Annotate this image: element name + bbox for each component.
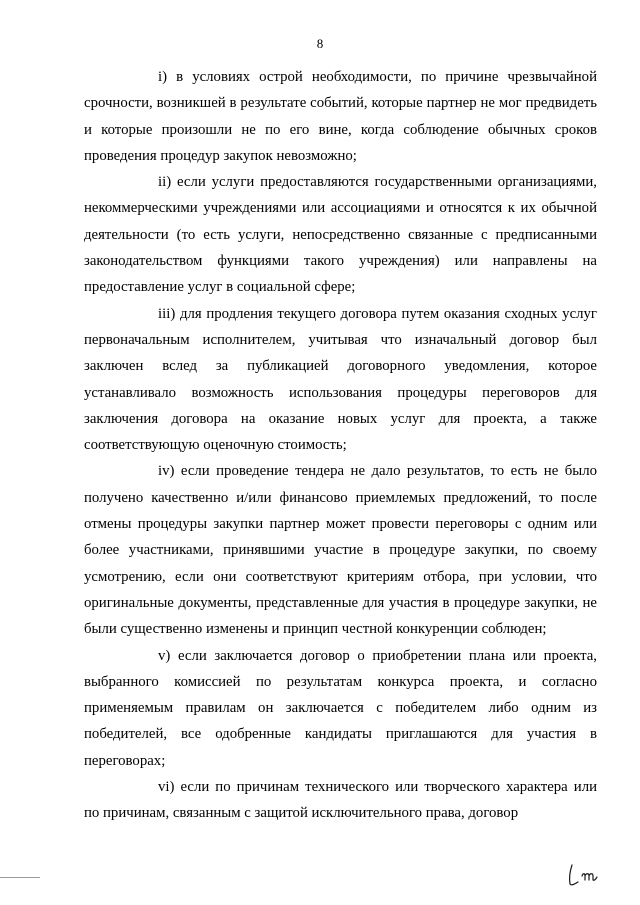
clause-ii [84, 169, 597, 300]
clause-number: i) [158, 69, 168, 85]
clause-vi [84, 774, 597, 827]
clause-text: если по причинам технического или творческого характера или по причинам, связанным с защитой исключительного права, договор [84, 779, 597, 822]
clause-number: ii) [158, 174, 172, 191]
document-body [84, 64, 597, 827]
page-number: 8 [316, 36, 324, 51]
clause-i [84, 64, 597, 169]
clause-text: если услуги предоставляются государственными организациями, некоммерческими учреждениями или ассоциациями и относятся к их обычной деятельности (то есть услуги, непосредственно связанные с предписанными законодательством функциями такого учреждения) или направлены на предоставление услуг в социальной сфере; [84, 174, 598, 296]
bottom-rule [0, 877, 40, 878]
clause-text: в условиях острой необходимости, по причине чрезвычайной срочности, возникшей в результате событий, которые партнер не мог предвидеть и которые произошли не по его вине, когда соблюдение обычных сроков проведения процедур закупок невозможно; [84, 69, 597, 164]
clause-text: для продления текущего договора путем оказания сходных услуг первоначальным исполнителем, учитывая что изначальный договор был заключен вслед за публикацией договорного уведомления, которое устанавливало возможность использования процедуры переговоров для заключения договора на оказание новых услуг для проекта, а также соответствующую оценочную стоимость; [84, 305, 597, 454]
clause-number: iii) [158, 305, 176, 322]
handwritten-initials [566, 862, 610, 888]
clause-number: v) [158, 647, 171, 664]
clause-text: если заключается договор о приобретении плана или проекта, выбранного комиссией по результатам конкурса проекта, и согласно применяемым правилам он заключается с победителем либо одним из победителей, все одобренные кандидаты приглашаются для участия в переговорах; [84, 647, 598, 769]
clause-iv [84, 458, 597, 642]
clause-number: vi) [158, 779, 175, 796]
clause-number: iv) [158, 463, 175, 480]
clause-iii [84, 301, 597, 459]
clause-text: если проведение тендера не дало результатов, то есть не было получено качественно и/или финансово приемлемых предложений, то после отмены процедуры закупки партнер может провести переговоры с одним или более участниками, принявшими участие в процедуре закупки, по своему усмотрению, если они соответствуют критериям отбора, при условии, что оригинальные документы, представленные для участия в процедуре закупки, не были существенно изменены и принцип честной конкуренции соблюден; [84, 463, 597, 638]
clause-v [84, 643, 597, 774]
